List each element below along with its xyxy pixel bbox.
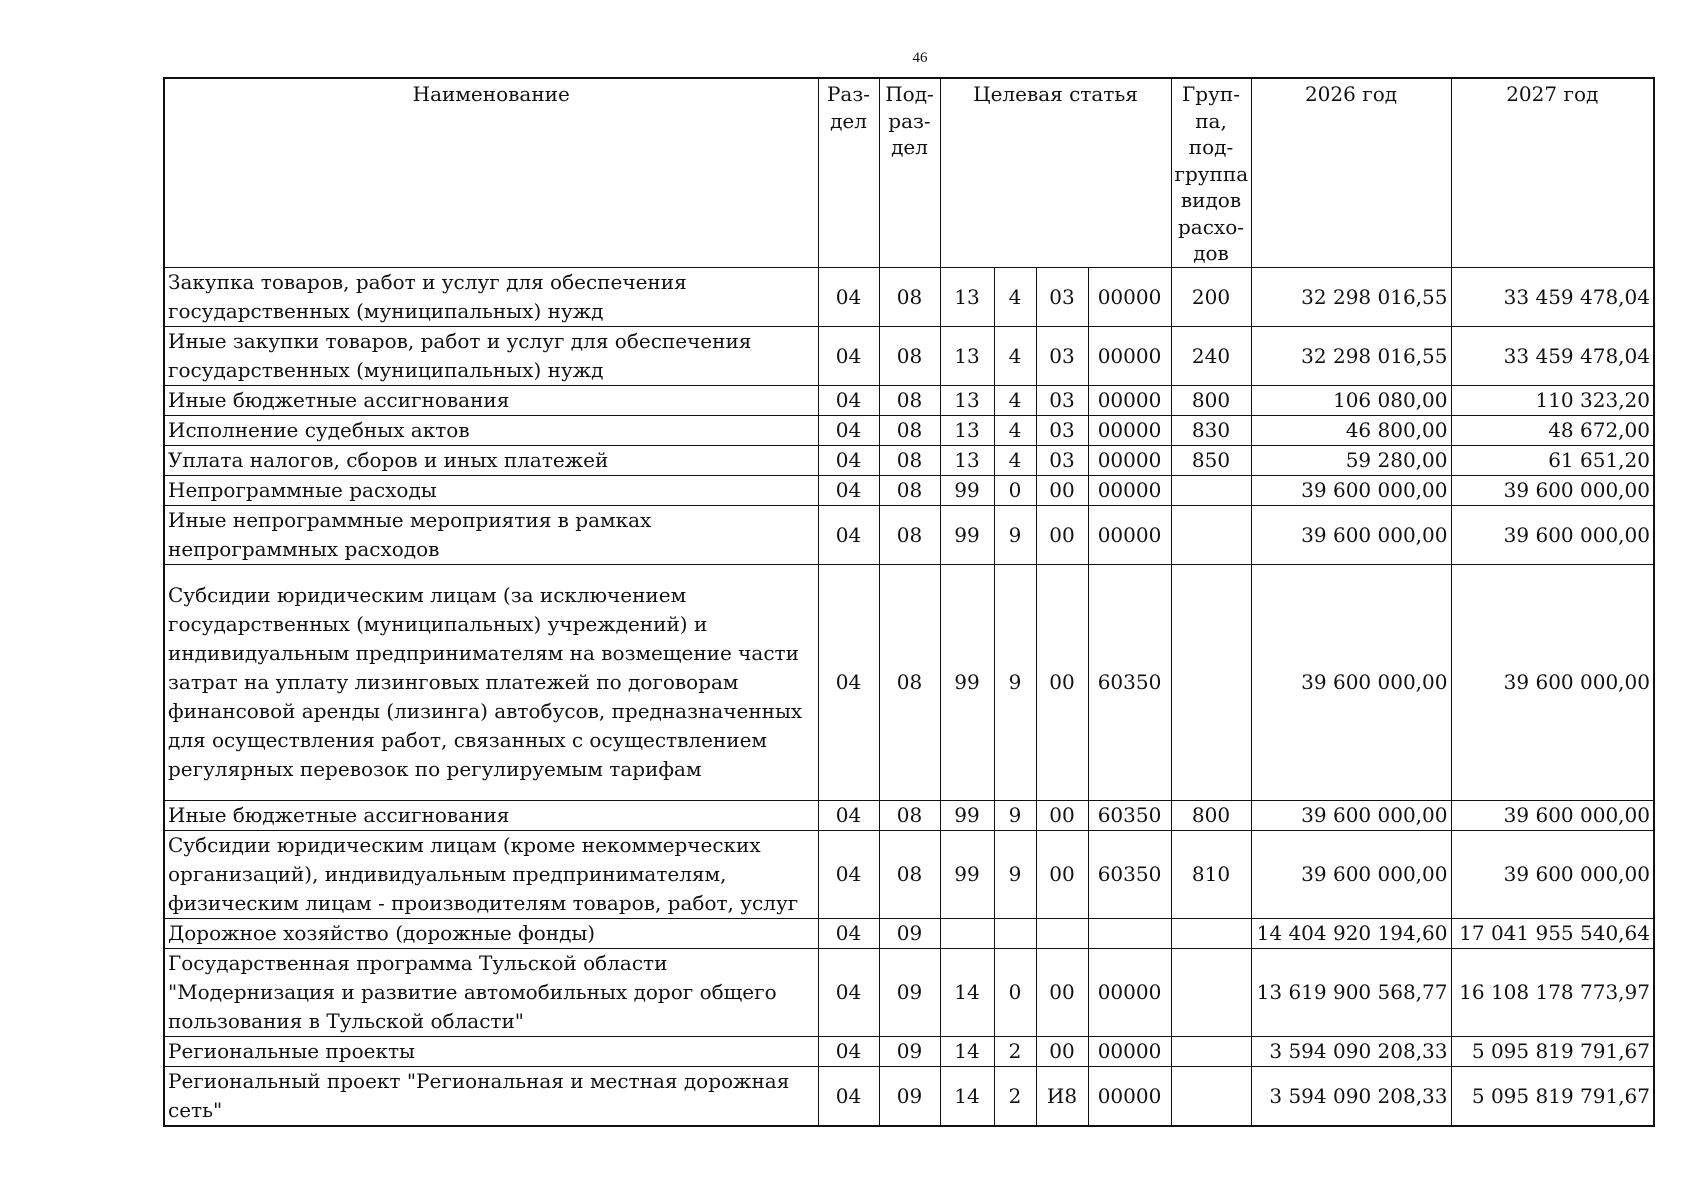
row-target-program: 14: [940, 948, 994, 1036]
row-target-structure: 03: [1036, 385, 1088, 415]
table-row: [164, 800, 1654, 830]
row-target-direction: 00000: [1088, 1066, 1171, 1126]
row-name: Государственная программа Тульской области "Модернизация и развитие автомобильных дорог общего пользования в Тульской области": [164, 948, 818, 1036]
row-podrazdel: 09: [879, 918, 940, 948]
table-row: [164, 415, 1654, 445]
row-target-program: 13: [940, 267, 994, 326]
row-target-program: 14: [940, 1066, 994, 1126]
row-amount-2026: 39 600 000,00: [1251, 475, 1451, 505]
row-amount-2027: 39 600 000,00: [1451, 800, 1654, 830]
row-target-structure: 03: [1036, 267, 1088, 326]
header-name: Наименование: [164, 78, 818, 267]
row-target-direction: 00000: [1088, 505, 1171, 564]
row-name: Дорожное хозяйство (дорожные фонды): [164, 918, 818, 948]
row-target-type: 4: [994, 326, 1036, 385]
row-podrazdel: 08: [879, 564, 940, 800]
row-name: Региональные проекты: [164, 1036, 818, 1066]
row-expense-group: 800: [1171, 800, 1251, 830]
table-row: [164, 267, 1654, 326]
row-target-structure: 00: [1036, 505, 1088, 564]
row-amount-2026: 32 298 016,55: [1251, 267, 1451, 326]
row-target-structure: 03: [1036, 415, 1088, 445]
row-target-structure: 00: [1036, 564, 1088, 800]
row-name: Исполнение судебных актов: [164, 415, 818, 445]
row-amount-2027: 39 600 000,00: [1451, 475, 1654, 505]
row-podrazdel: 08: [879, 326, 940, 385]
row-amount-2027: 16 108 178 773,97: [1451, 948, 1654, 1036]
row-razdel: 04: [818, 1066, 879, 1126]
table-row: [164, 830, 1654, 918]
row-razdel: 04: [818, 1036, 879, 1066]
row-target-type: 0: [994, 948, 1036, 1036]
row-amount-2026: 39 600 000,00: [1251, 505, 1451, 564]
row-name: Закупка товаров, работ и услуг для обеспечения государственных (муниципальных) нужд: [164, 267, 818, 326]
row-amount-2027: 33 459 478,04: [1451, 267, 1654, 326]
row-target-type: [994, 918, 1036, 948]
table-row: [164, 564, 1654, 800]
row-expense-group: 810: [1171, 830, 1251, 918]
page-number: 46: [912, 50, 928, 66]
table-row: [164, 505, 1654, 564]
row-target-program: 13: [940, 326, 994, 385]
row-target-program: 99: [940, 564, 994, 800]
row-amount-2026: 14 404 920 194,60: [1251, 918, 1451, 948]
row-target-structure: 00: [1036, 1036, 1088, 1066]
row-expense-group: [1171, 918, 1251, 948]
row-target-structure: И8: [1036, 1066, 1088, 1126]
row-name: Непрограммные расходы: [164, 475, 818, 505]
row-target-type: 2: [994, 1036, 1036, 1066]
row-name: Уплата налогов, сборов и иных платежей: [164, 445, 818, 475]
row-target-type: 0: [994, 475, 1036, 505]
row-amount-2027: 33 459 478,04: [1451, 326, 1654, 385]
row-target-direction: [1088, 918, 1171, 948]
header-expense-group: Груп-па, под-группа видов расхо-дов: [1171, 78, 1251, 267]
row-podrazdel: 09: [879, 948, 940, 1036]
row-name: Иные закупки товаров, работ и услуг для обеспечения государственных (муниципальных) нужд: [164, 326, 818, 385]
row-target-type: 4: [994, 415, 1036, 445]
row-amount-2027: 17 041 955 540,64: [1451, 918, 1654, 948]
row-amount-2027: 61 651,20: [1451, 445, 1654, 475]
row-amount-2026: 39 600 000,00: [1251, 830, 1451, 918]
row-podrazdel: 08: [879, 415, 940, 445]
header-target-article: Целевая статья: [940, 78, 1171, 267]
row-amount-2027: 5 095 819 791,67: [1451, 1066, 1654, 1126]
row-expense-group: [1171, 1036, 1251, 1066]
row-amount-2026: 3 594 090 208,33: [1251, 1036, 1451, 1066]
row-razdel: 04: [818, 267, 879, 326]
row-expense-group: [1171, 1066, 1251, 1126]
header-row: [164, 78, 1654, 267]
row-amount-2026: 46 800,00: [1251, 415, 1451, 445]
row-target-direction: 00000: [1088, 445, 1171, 475]
row-target-structure: 03: [1036, 326, 1088, 385]
row-amount-2027: 110 323,20: [1451, 385, 1654, 415]
header-razdel: Раз-дел: [818, 78, 879, 267]
row-target-direction: 60350: [1088, 830, 1171, 918]
row-target-type: 9: [994, 505, 1036, 564]
header-year-2027: 2027 год: [1451, 78, 1654, 267]
row-name: Субсидии юридическим лицам (кроме некоммерческих организаций), индивидуальным предпринимателям, физическим лицам - производителям товаров, работ, услуг: [164, 830, 818, 918]
row-expense-group: 830: [1171, 415, 1251, 445]
row-podrazdel: 09: [879, 1036, 940, 1066]
row-amount-2026: 59 280,00: [1251, 445, 1451, 475]
row-name: Региональный проект "Региональная и местная дорожная сеть": [164, 1066, 818, 1126]
header-year-2026: 2026 год: [1251, 78, 1451, 267]
table-row: [164, 385, 1654, 415]
row-target-direction: 00000: [1088, 385, 1171, 415]
row-podrazdel: 08: [879, 505, 940, 564]
row-razdel: 04: [818, 385, 879, 415]
row-amount-2027: 39 600 000,00: [1451, 564, 1654, 800]
row-podrazdel: 08: [879, 800, 940, 830]
row-razdel: 04: [818, 800, 879, 830]
row-amount-2027: 39 600 000,00: [1451, 505, 1654, 564]
row-podrazdel: 08: [879, 475, 940, 505]
row-amount-2026: 106 080,00: [1251, 385, 1451, 415]
table-row: [164, 948, 1654, 1036]
row-podrazdel: 09: [879, 1066, 940, 1126]
row-target-type: 9: [994, 830, 1036, 918]
row-podrazdel: 08: [879, 385, 940, 415]
row-expense-group: 800: [1171, 385, 1251, 415]
row-target-type: 9: [994, 564, 1036, 800]
row-target-program: 14: [940, 1036, 994, 1066]
row-target-structure: 00: [1036, 475, 1088, 505]
table-row: [164, 475, 1654, 505]
row-expense-group: [1171, 475, 1251, 505]
table-row: [164, 1066, 1654, 1126]
row-razdel: 04: [818, 948, 879, 1036]
row-razdel: 04: [818, 475, 879, 505]
budget-table: [163, 77, 1655, 1127]
row-target-structure: 00: [1036, 830, 1088, 918]
row-target-program: 99: [940, 475, 994, 505]
row-target-program: 99: [940, 830, 994, 918]
row-target-type: 4: [994, 385, 1036, 415]
row-target-program: [940, 918, 994, 948]
row-name: Иные непрограммные мероприятия в рамках непрограммных расходов: [164, 505, 818, 564]
row-target-direction: 00000: [1088, 1036, 1171, 1066]
row-amount-2027: 48 672,00: [1451, 415, 1654, 445]
row-expense-group: [1171, 505, 1251, 564]
row-target-program: 99: [940, 505, 994, 564]
row-target-structure: 00: [1036, 800, 1088, 830]
row-target-type: 2: [994, 1066, 1036, 1126]
header-podrazdel: Под-раз-дел: [879, 78, 940, 267]
row-target-direction: 00000: [1088, 415, 1171, 445]
row-target-structure: 00: [1036, 948, 1088, 1036]
row-razdel: 04: [818, 445, 879, 475]
row-expense-group: [1171, 948, 1251, 1036]
row-podrazdel: 08: [879, 267, 940, 326]
row-target-program: 99: [940, 800, 994, 830]
row-amount-2026: 39 600 000,00: [1251, 800, 1451, 830]
row-target-program: 13: [940, 385, 994, 415]
row-name: Субсидии юридическим лицам (за исключением государственных (муниципальных) учреждений) и индивидуальным предпринимателям на возмещение части затрат на уплату лизинговых платежей по договорам финансовой аренды (лизинга) автобусов, предназначенных для осуществления работ, связанных с осуществлением регулярных перевозок по регулируемым тарифам: [164, 564, 818, 800]
row-expense-group: 200: [1171, 267, 1251, 326]
row-target-type: 4: [994, 267, 1036, 326]
row-target-program: 13: [940, 445, 994, 475]
row-target-direction: 60350: [1088, 800, 1171, 830]
row-podrazdel: 08: [879, 830, 940, 918]
row-target-program: 13: [940, 415, 994, 445]
row-razdel: 04: [818, 326, 879, 385]
row-target-structure: [1036, 918, 1088, 948]
row-target-direction: 00000: [1088, 948, 1171, 1036]
row-podrazdel: 08: [879, 445, 940, 475]
row-amount-2027: 5 095 819 791,67: [1451, 1036, 1654, 1066]
row-target-structure: 03: [1036, 445, 1088, 475]
row-amount-2026: 3 594 090 208,33: [1251, 1066, 1451, 1126]
table-row: [164, 445, 1654, 475]
row-target-direction: 00000: [1088, 475, 1171, 505]
table-row: [164, 1036, 1654, 1066]
row-name: Иные бюджетные ассигнования: [164, 385, 818, 415]
row-expense-group: [1171, 564, 1251, 800]
row-razdel: 04: [818, 564, 879, 800]
row-target-direction: 00000: [1088, 267, 1171, 326]
row-amount-2026: 39 600 000,00: [1251, 564, 1451, 800]
row-target-type: 9: [994, 800, 1036, 830]
row-amount-2026: 32 298 016,55: [1251, 326, 1451, 385]
row-target-direction: 00000: [1088, 326, 1171, 385]
row-amount-2026: 13 619 900 568,77: [1251, 948, 1451, 1036]
row-razdel: 04: [818, 830, 879, 918]
row-razdel: 04: [818, 918, 879, 948]
row-target-direction: 60350: [1088, 564, 1171, 800]
table-row: [164, 326, 1654, 385]
row-name: Иные бюджетные ассигнования: [164, 800, 818, 830]
table-row: [164, 918, 1654, 948]
row-razdel: 04: [818, 505, 879, 564]
row-target-type: 4: [994, 445, 1036, 475]
row-expense-group: 850: [1171, 445, 1251, 475]
row-razdel: 04: [818, 415, 879, 445]
row-amount-2027: 39 600 000,00: [1451, 830, 1654, 918]
row-expense-group: 240: [1171, 326, 1251, 385]
